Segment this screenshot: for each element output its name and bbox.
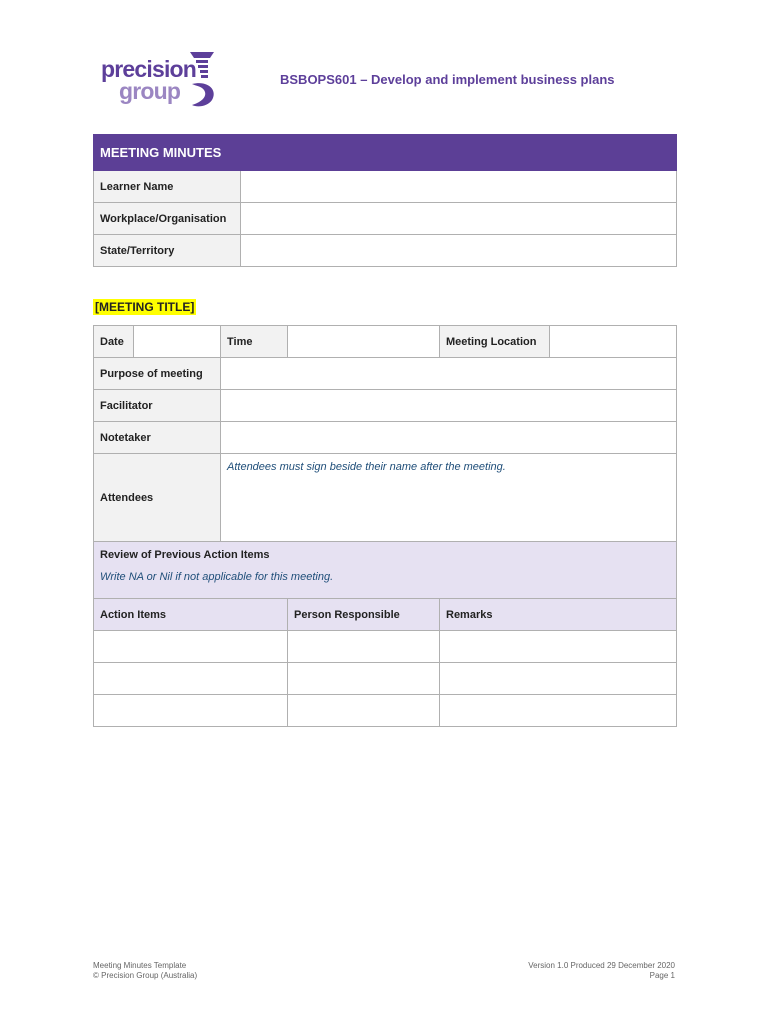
minutes-table-title: MEETING MINUTES bbox=[94, 135, 677, 171]
review-section bbox=[94, 542, 677, 599]
remarks-cell[interactable] bbox=[440, 663, 677, 695]
footer-template-name: Meeting Minutes Template bbox=[93, 961, 187, 970]
learner-name-label: Learner Name bbox=[94, 171, 241, 203]
footer-right bbox=[528, 961, 675, 981]
facilitator-label: Facilitator bbox=[94, 390, 221, 422]
person-responsible-header: Person Responsible bbox=[288, 599, 440, 631]
logo-word-group: group bbox=[119, 78, 181, 104]
workplace-field[interactable] bbox=[241, 203, 677, 235]
meeting-location-field[interactable] bbox=[550, 326, 677, 358]
action-item-cell[interactable] bbox=[94, 631, 288, 663]
attendees-label: Attendees bbox=[94, 454, 221, 542]
action-item-cell[interactable] bbox=[94, 695, 288, 727]
table-row bbox=[94, 695, 677, 727]
table-row bbox=[94, 631, 677, 663]
footer-copyright: © Precision Group (Australia) bbox=[93, 971, 198, 980]
footer-page-number: Page 1 bbox=[649, 971, 675, 980]
person-responsible-cell[interactable] bbox=[288, 663, 440, 695]
time-label: Time bbox=[221, 326, 288, 358]
remarks-cell[interactable] bbox=[440, 695, 677, 727]
meeting-details-table bbox=[93, 325, 677, 727]
review-heading: Review of Previous Action Items bbox=[100, 549, 270, 561]
torch-swirl-icon bbox=[188, 50, 218, 110]
notetaker-field[interactable] bbox=[221, 422, 677, 454]
workplace-label: Workplace/Organisation bbox=[94, 203, 241, 235]
state-territory-label: State/Territory bbox=[94, 235, 241, 267]
table-row bbox=[94, 663, 677, 695]
facilitator-field[interactable] bbox=[221, 390, 677, 422]
action-items-header: Action Items bbox=[94, 599, 288, 631]
document-heading: BSBOPS601 – Develop and implement business plans bbox=[280, 72, 615, 87]
footer-version: Version 1.0 Produced 29 December 2020 bbox=[528, 961, 675, 970]
date-field[interactable] bbox=[134, 326, 221, 358]
notetaker-label: Notetaker bbox=[94, 422, 221, 454]
meeting-location-label: Meeting Location bbox=[440, 326, 550, 358]
remarks-cell[interactable] bbox=[440, 631, 677, 663]
precision-group-logo bbox=[100, 50, 220, 112]
learner-details-table bbox=[93, 134, 677, 267]
purpose-field[interactable] bbox=[221, 358, 677, 390]
footer-left bbox=[93, 961, 197, 981]
time-field[interactable] bbox=[288, 326, 440, 358]
meeting-title-placeholder: [MEETING TITLE] bbox=[95, 300, 195, 314]
date-label: Date bbox=[94, 326, 134, 358]
learner-name-field[interactable] bbox=[241, 171, 677, 203]
person-responsible-cell[interactable] bbox=[288, 631, 440, 663]
attendees-field[interactable] bbox=[221, 454, 677, 542]
review-note: Write NA or Nil if not applicable for this meeting. bbox=[100, 571, 334, 583]
action-item-cell[interactable] bbox=[94, 663, 288, 695]
attendees-note: Attendees must sign beside their name after the meeting. bbox=[227, 461, 506, 473]
logo-word-precision: precision bbox=[101, 56, 197, 82]
person-responsible-cell[interactable] bbox=[288, 695, 440, 727]
purpose-label: Purpose of meeting bbox=[94, 358, 221, 390]
state-territory-field[interactable] bbox=[241, 235, 677, 267]
remarks-header: Remarks bbox=[440, 599, 677, 631]
